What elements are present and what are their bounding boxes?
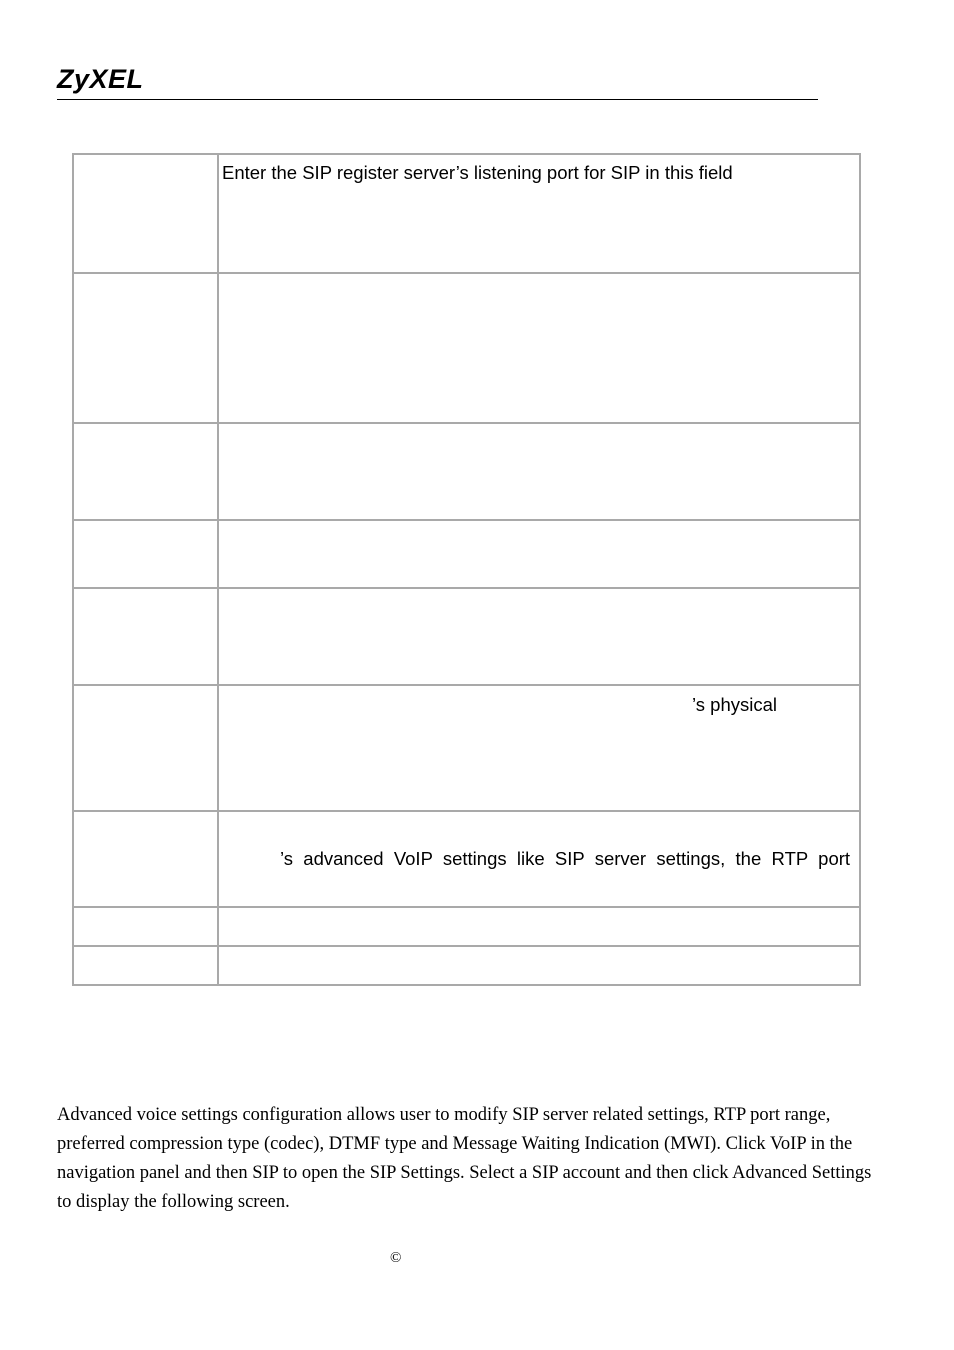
table-label-cell (72, 684, 219, 812)
paragraph-line: to display the following screen. (57, 1192, 290, 1212)
zyxel-logo: ZyXEL (57, 64, 144, 94)
table-label-cell (72, 519, 219, 589)
table-label-cell (72, 945, 219, 986)
table-description-cell (217, 519, 861, 589)
table-description: ’s physical (692, 694, 778, 715)
paragraph-line: Advanced voice settings configuration allows user to modify SIP server related settings, RTP port range, (57, 1105, 831, 1125)
table-description-cell (217, 945, 861, 986)
advanced-settings-paragraph (57, 1101, 877, 1217)
paragraph-line: preferred compression type (codec), DTMF type and Message Waiting Indication (MWI). Click VoIP in the (57, 1134, 853, 1154)
table-description: Enter the SIP register server’s listening port for SIP in this field (222, 162, 733, 183)
table-label-cell (72, 153, 219, 274)
table-description-cell (217, 587, 861, 686)
table-description: ’s advanced VoIP settings like SIP server settings, the RTP port (280, 848, 851, 869)
table-label-cell (72, 810, 219, 908)
table-label-cell (72, 272, 219, 424)
table-description-cell (217, 272, 861, 424)
table-description-cell (217, 422, 861, 521)
copyright-symbol: © (390, 1250, 402, 1266)
table-label-cell (72, 587, 219, 686)
table-label-cell (72, 906, 219, 947)
table-description-cell (217, 906, 861, 947)
header-divider (57, 99, 818, 100)
table-label-cell (72, 422, 219, 521)
paragraph-line: navigation panel and then SIP to open the SIP Settings. Select a SIP account and then click Advanced Settings (57, 1163, 872, 1183)
